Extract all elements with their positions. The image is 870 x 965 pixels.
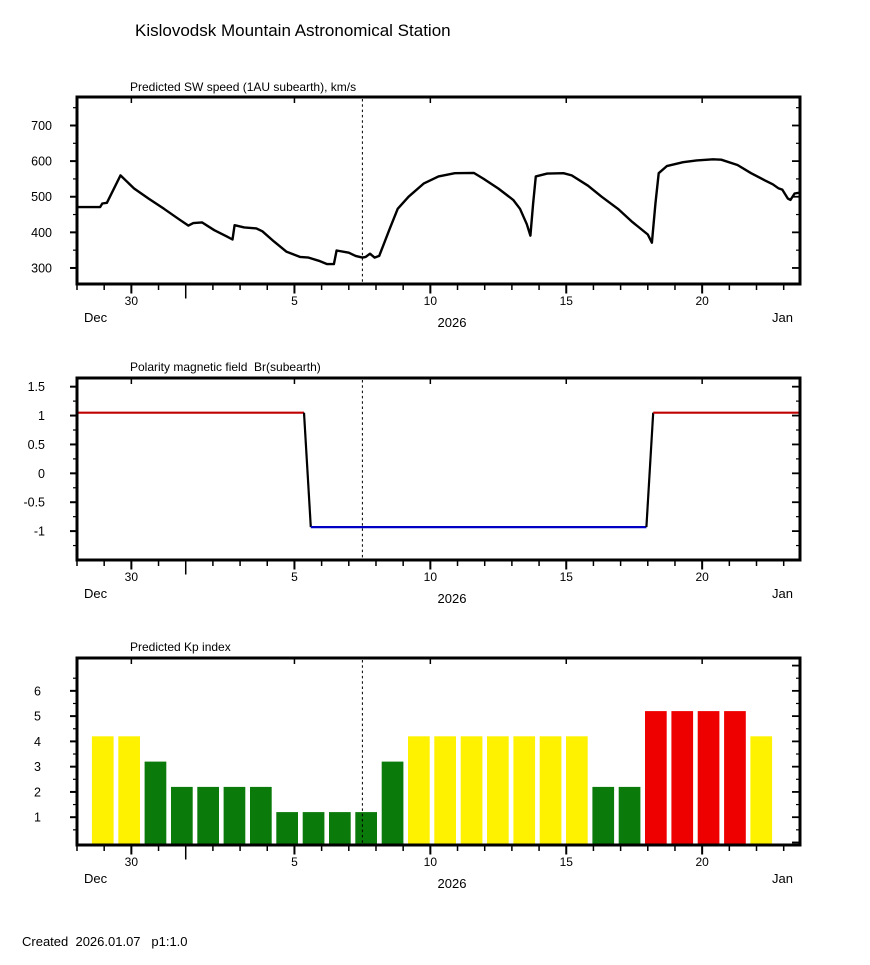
- kp-bar: [566, 736, 588, 844]
- kp-bar: [540, 736, 562, 844]
- kp-bar: [724, 711, 746, 844]
- month-label-jan: Jan: [772, 310, 793, 325]
- kp-bar: [750, 736, 772, 844]
- kp-bar: [145, 762, 167, 844]
- month-label-jan: Jan: [772, 586, 793, 601]
- x-tick-label: 15: [559, 294, 573, 308]
- kp-bar: [118, 736, 140, 844]
- x-tick-label: 10: [423, 294, 438, 308]
- y-tick-label: -0.5: [23, 495, 45, 510]
- kp-bar: [408, 736, 430, 844]
- month-label-dec: Dec: [84, 310, 108, 325]
- kp-bar: [671, 711, 693, 844]
- y-tick-label: 0.5: [27, 437, 45, 452]
- x-tick-label: 30: [124, 294, 139, 308]
- y-tick-label: 0: [38, 466, 45, 481]
- kp-bar: [382, 762, 404, 844]
- x-tick-label: 15: [559, 855, 573, 869]
- y-tick-label: 500: [31, 190, 52, 205]
- sw-speed-line: [77, 159, 799, 264]
- y-tick-label: -1: [33, 524, 45, 539]
- sw-speed-panel-title: Predicted SW speed (1AU subearth), km/s: [130, 80, 357, 94]
- x-tick-label: 30: [124, 570, 139, 584]
- polarity-panel-title: Polarity magnetic field Br(subearth): [130, 360, 321, 374]
- y-tick-label: 700: [31, 118, 52, 133]
- kp-bar: [698, 711, 720, 844]
- x-tick-label: 5: [291, 294, 298, 308]
- axis-box: [77, 97, 800, 284]
- y-tick-label: 400: [31, 225, 52, 240]
- y-tick-label: 5: [34, 709, 41, 724]
- x-tick-label: 5: [291, 570, 298, 584]
- kp-bar: [619, 787, 641, 844]
- kp-bar: [434, 736, 456, 844]
- y-tick-label: 1: [34, 810, 41, 825]
- y-tick-label: 600: [31, 154, 52, 169]
- kp-bar: [461, 736, 483, 844]
- kp-bar: [355, 812, 377, 844]
- x-tick-label: 15: [559, 570, 573, 584]
- kp-bar: [171, 787, 193, 844]
- created-timestamp: Created 2026.01.07 p1:1.0: [22, 934, 188, 949]
- y-tick-label: 6: [34, 684, 41, 699]
- x-tick-label: 20: [695, 570, 709, 584]
- kp-bar: [250, 787, 272, 844]
- month-label-jan: Jan: [772, 871, 793, 886]
- kp-index-panel-title: Predicted Kp index: [130, 640, 231, 654]
- kp-bar: [487, 736, 509, 844]
- kp-bar: [592, 787, 614, 844]
- kp-bar: [645, 711, 667, 844]
- kp-bar: [329, 812, 351, 844]
- axis-box: [77, 378, 800, 560]
- y-tick-label: 3: [34, 760, 41, 775]
- y-tick-label: 300: [31, 261, 52, 276]
- polarity-segment-transition-up: [646, 413, 653, 527]
- page-title: Kislovodsk Mountain Astronomical Station: [135, 21, 451, 40]
- year-label: 2026: [437, 876, 467, 891]
- x-tick-label: 10: [423, 855, 438, 869]
- x-tick-label: 10: [423, 570, 438, 584]
- kp-bar: [224, 787, 246, 844]
- year-label: 2026: [437, 315, 467, 330]
- month-label-dec: Dec: [84, 871, 108, 886]
- y-tick-label: 4: [34, 734, 41, 749]
- kp-bar: [513, 736, 535, 844]
- x-tick-label: 30: [124, 855, 139, 869]
- month-label-dec: Dec: [84, 586, 108, 601]
- y-tick-label: 1: [38, 409, 45, 424]
- kp-bar: [197, 787, 219, 844]
- polarity-segment-transition-down: [304, 413, 311, 527]
- year-label: 2026: [437, 591, 467, 606]
- y-tick-label: 1.5: [27, 380, 45, 395]
- kp-bar: [276, 812, 298, 844]
- kp-bar: [92, 736, 114, 844]
- y-tick-label: 2: [34, 785, 41, 800]
- kp-bar: [303, 812, 325, 844]
- x-tick-label: 5: [291, 855, 298, 869]
- x-tick-label: 20: [695, 294, 709, 308]
- x-tick-label: 20: [695, 855, 709, 869]
